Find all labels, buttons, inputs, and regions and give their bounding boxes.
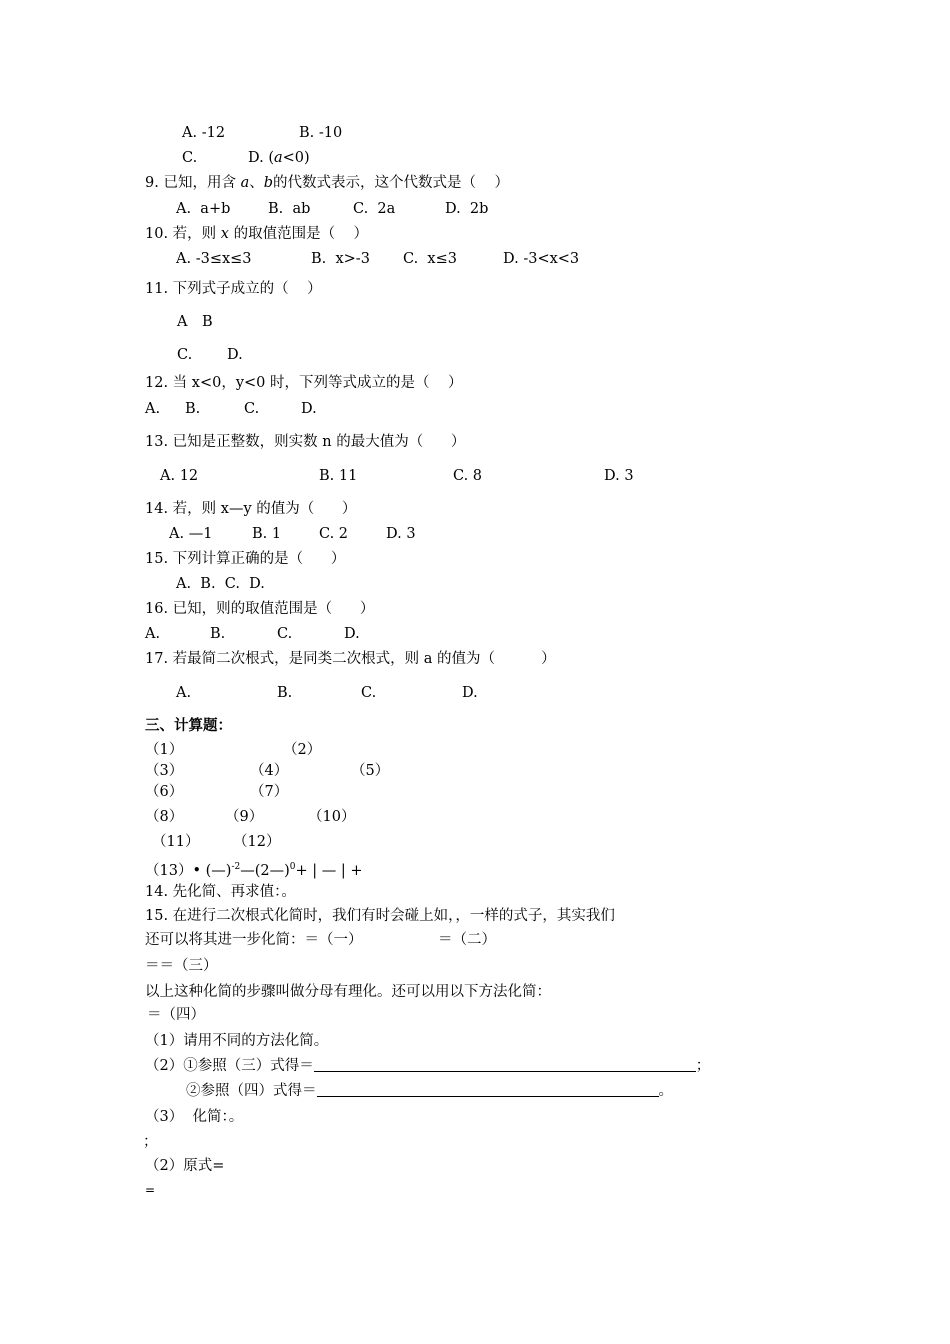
q14-option-b: B. 1 — [252, 526, 282, 542]
problem-15-sub-2b: ②参照（四）式得＝ 。 — [186, 1083, 673, 1099]
calc-item-11: （11） — [152, 834, 200, 850]
q11-stem: 11. 下列式子成立的（ ） — [145, 281, 322, 297]
q14-option-c: C. 2 — [319, 526, 349, 542]
solution-line-2: （2）原式= — [145, 1158, 225, 1174]
q10-stem: 10. 若，则 x 的取值范围是（ ） — [145, 226, 369, 242]
q15-options: A. B. C. D. — [176, 576, 265, 592]
calc-item-13: （13）• (—)$^{-2}$—(2—)$^0$+ | — | + — [145, 862, 363, 879]
q13-stem: 13. 已知是正整数，则实数 n 的最大值为（ ） — [145, 434, 466, 450]
problem-14: 14. 先化简、再求值：。 — [145, 884, 296, 900]
q17-option-d: D. — [462, 685, 478, 701]
calc-item-3: （3） — [145, 763, 184, 779]
calc-item-9: （9） — [225, 809, 264, 825]
calc-item-6: （6） — [145, 784, 184, 800]
q11-option-d: D. — [227, 347, 243, 363]
problem-15-sub-3: （3） 化简：。 — [145, 1109, 244, 1125]
problem-15-line-5: ＝（四） — [147, 1007, 205, 1023]
q11-option-a: A — [177, 314, 188, 330]
q13-option-c: C. 8 — [453, 468, 483, 484]
q15-stem: 15. 下列计算正确的是（ ） — [145, 551, 346, 567]
solution-line-3: = — [145, 1183, 156, 1197]
answer-blank-2 — [317, 1082, 659, 1097]
q12-option-c: C. — [244, 401, 260, 417]
q13-option-a: A. 12 — [160, 468, 199, 484]
q9-stem: 9. 已知，用含 a、b的代数式表示，这个代数式是（ ） — [145, 175, 509, 191]
q17-option-a: A. — [176, 685, 192, 701]
q17-stem: 17. 若最简二次根式，是同类二次根式，则 a 的值为（ ） — [145, 651, 556, 667]
q8-option-a: A. -12 — [182, 125, 226, 141]
q13-option-d: D. 3 — [604, 468, 634, 484]
problem-15-sub-2a: （2）①参照（三）式得＝ ； — [145, 1058, 711, 1074]
q12-option-d: D. — [301, 401, 317, 417]
q12-option-a: A. — [145, 401, 161, 417]
q14-option-d: D. 3 — [386, 526, 416, 542]
q10-option-b: B. x>-3 — [311, 251, 370, 267]
section-heading: 三、计算题： — [145, 718, 232, 734]
q13-option-b: B. 11 — [319, 468, 358, 484]
q14-option-a: A. —1 — [169, 526, 213, 542]
problem-15-line-2b: ＝（二） — [438, 932, 496, 948]
problem-15-line-3: ＝＝（三） — [145, 958, 218, 974]
problem-15-line-4: 以上这种化简的步骤叫做分母有理化。还可以用以下方法化简： — [145, 984, 551, 1000]
q9-option-d: D. 2b — [445, 201, 489, 217]
q10-option-d: D. -3<x<3 — [503, 251, 580, 267]
problem-15-line-1: 15. 在进行二次根式化简时，我们有时会碰上如，，一样的式子，其实我们 — [145, 908, 615, 924]
calc-item-4: （4） — [250, 763, 289, 779]
q12-stem: 12. 当 x<0，y<0 时，下列等式成立的是（ ） — [145, 375, 463, 391]
calc-item-7: （7） — [250, 784, 289, 800]
q16-option-d: D. — [344, 626, 360, 642]
q8-option-c: C. — [182, 150, 198, 166]
calc-item-8: （8） — [145, 809, 184, 825]
calc-item-2: （2） — [283, 742, 322, 758]
q17-option-b: B. — [277, 685, 293, 701]
problem-15-sub-1: （1）请用不同的方法化简。 — [145, 1033, 329, 1049]
q16-option-a: A. — [145, 626, 161, 642]
q8-option-b: B. -10 — [299, 125, 343, 141]
q9-option-c: C. 2a — [353, 201, 396, 217]
calc-item-5: （5） — [351, 763, 390, 779]
q11-option-b: B — [202, 314, 213, 330]
solution-semicolon: ； — [143, 1134, 158, 1150]
q16-option-c: C. — [277, 626, 293, 642]
answer-blank-1 — [314, 1057, 696, 1072]
q9-option-b: B. ab — [268, 201, 311, 217]
calc-item-10: （10） — [308, 809, 356, 825]
problem-15-line-2a: 还可以将其进一步化简：＝（一） — [145, 932, 363, 948]
q11-option-c: C. — [177, 347, 193, 363]
q16-option-b: B. — [210, 626, 226, 642]
q10-option-c: C. x≤3 — [403, 251, 457, 267]
q14-stem: 14. 若，则 x—y 的值为（ ） — [145, 501, 357, 517]
q8-option-d: D. (a<0) — [248, 150, 310, 166]
calc-item-1: （1） — [145, 742, 184, 758]
calc-item-12: （12） — [233, 834, 281, 850]
q9-option-a: A. a+b — [176, 201, 231, 217]
q12-option-b: B. — [185, 401, 201, 417]
q16-stem: 16. 已知，则的取值范围是（ ） — [145, 601, 375, 617]
q10-option-a: A. -3≤x≤3 — [176, 251, 252, 267]
q17-option-c: C. — [361, 685, 377, 701]
